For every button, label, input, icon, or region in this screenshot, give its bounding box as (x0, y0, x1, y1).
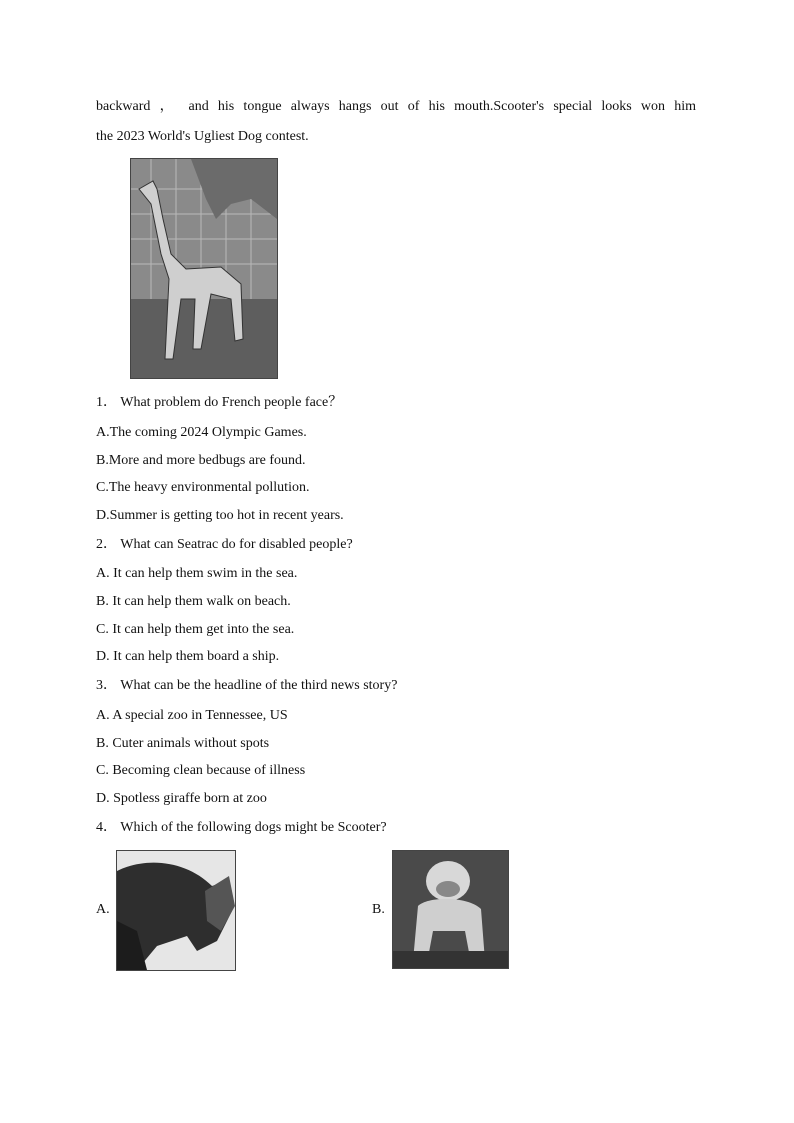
question-4-stem: 4． Which of the following dogs might be Scooter? (96, 820, 387, 835)
giraffe-photo (130, 158, 278, 379)
q1-option-b: B.More and more bedbugs are found. (96, 453, 306, 468)
q3-option-a: A. A special zoo in Tennessee, US (96, 708, 288, 723)
question-1-stem: 1． What problem do French people face？ (96, 395, 343, 410)
q1-option-a: A.The coming 2024 Olympic Games. (96, 425, 307, 440)
q2-option-a: A. It can help them swim in the sea. (96, 566, 298, 581)
q2-option-b: B. It can help them walk on beach. (96, 594, 291, 609)
q4-option-b-label: B. (372, 902, 385, 917)
q3-option-b: B. Cuter animals without spots (96, 736, 270, 751)
passage-line-2: the 2023 World's Ugliest Dog contest. (96, 129, 309, 144)
q4-option-a-label: A. (96, 902, 110, 917)
q2-option-d: D. It can help them board a ship. (96, 649, 280, 664)
passage-line-1: backward ， and his tongue always hangs out of his mouth.Scooter's special looks won him (96, 99, 696, 114)
q1-option-c: C.The heavy environmental pollution. (96, 480, 310, 495)
q2-option-c: C. It can help them get into the sea. (96, 622, 295, 637)
q3-option-d: D. Spotless giraffe born at zoo (96, 791, 267, 806)
q3-option-c: C. Becoming clean because of illness (96, 763, 306, 778)
dog-photo-b (392, 850, 509, 969)
question-3-stem: 3． What can be the headline of the third news story? (96, 678, 398, 693)
q1-option-d: D.Summer is getting too hot in recent years. (96, 508, 344, 523)
dog-photo-a (116, 850, 236, 971)
question-2-stem: 2． What can Seatrac do for disabled people? (96, 537, 353, 552)
